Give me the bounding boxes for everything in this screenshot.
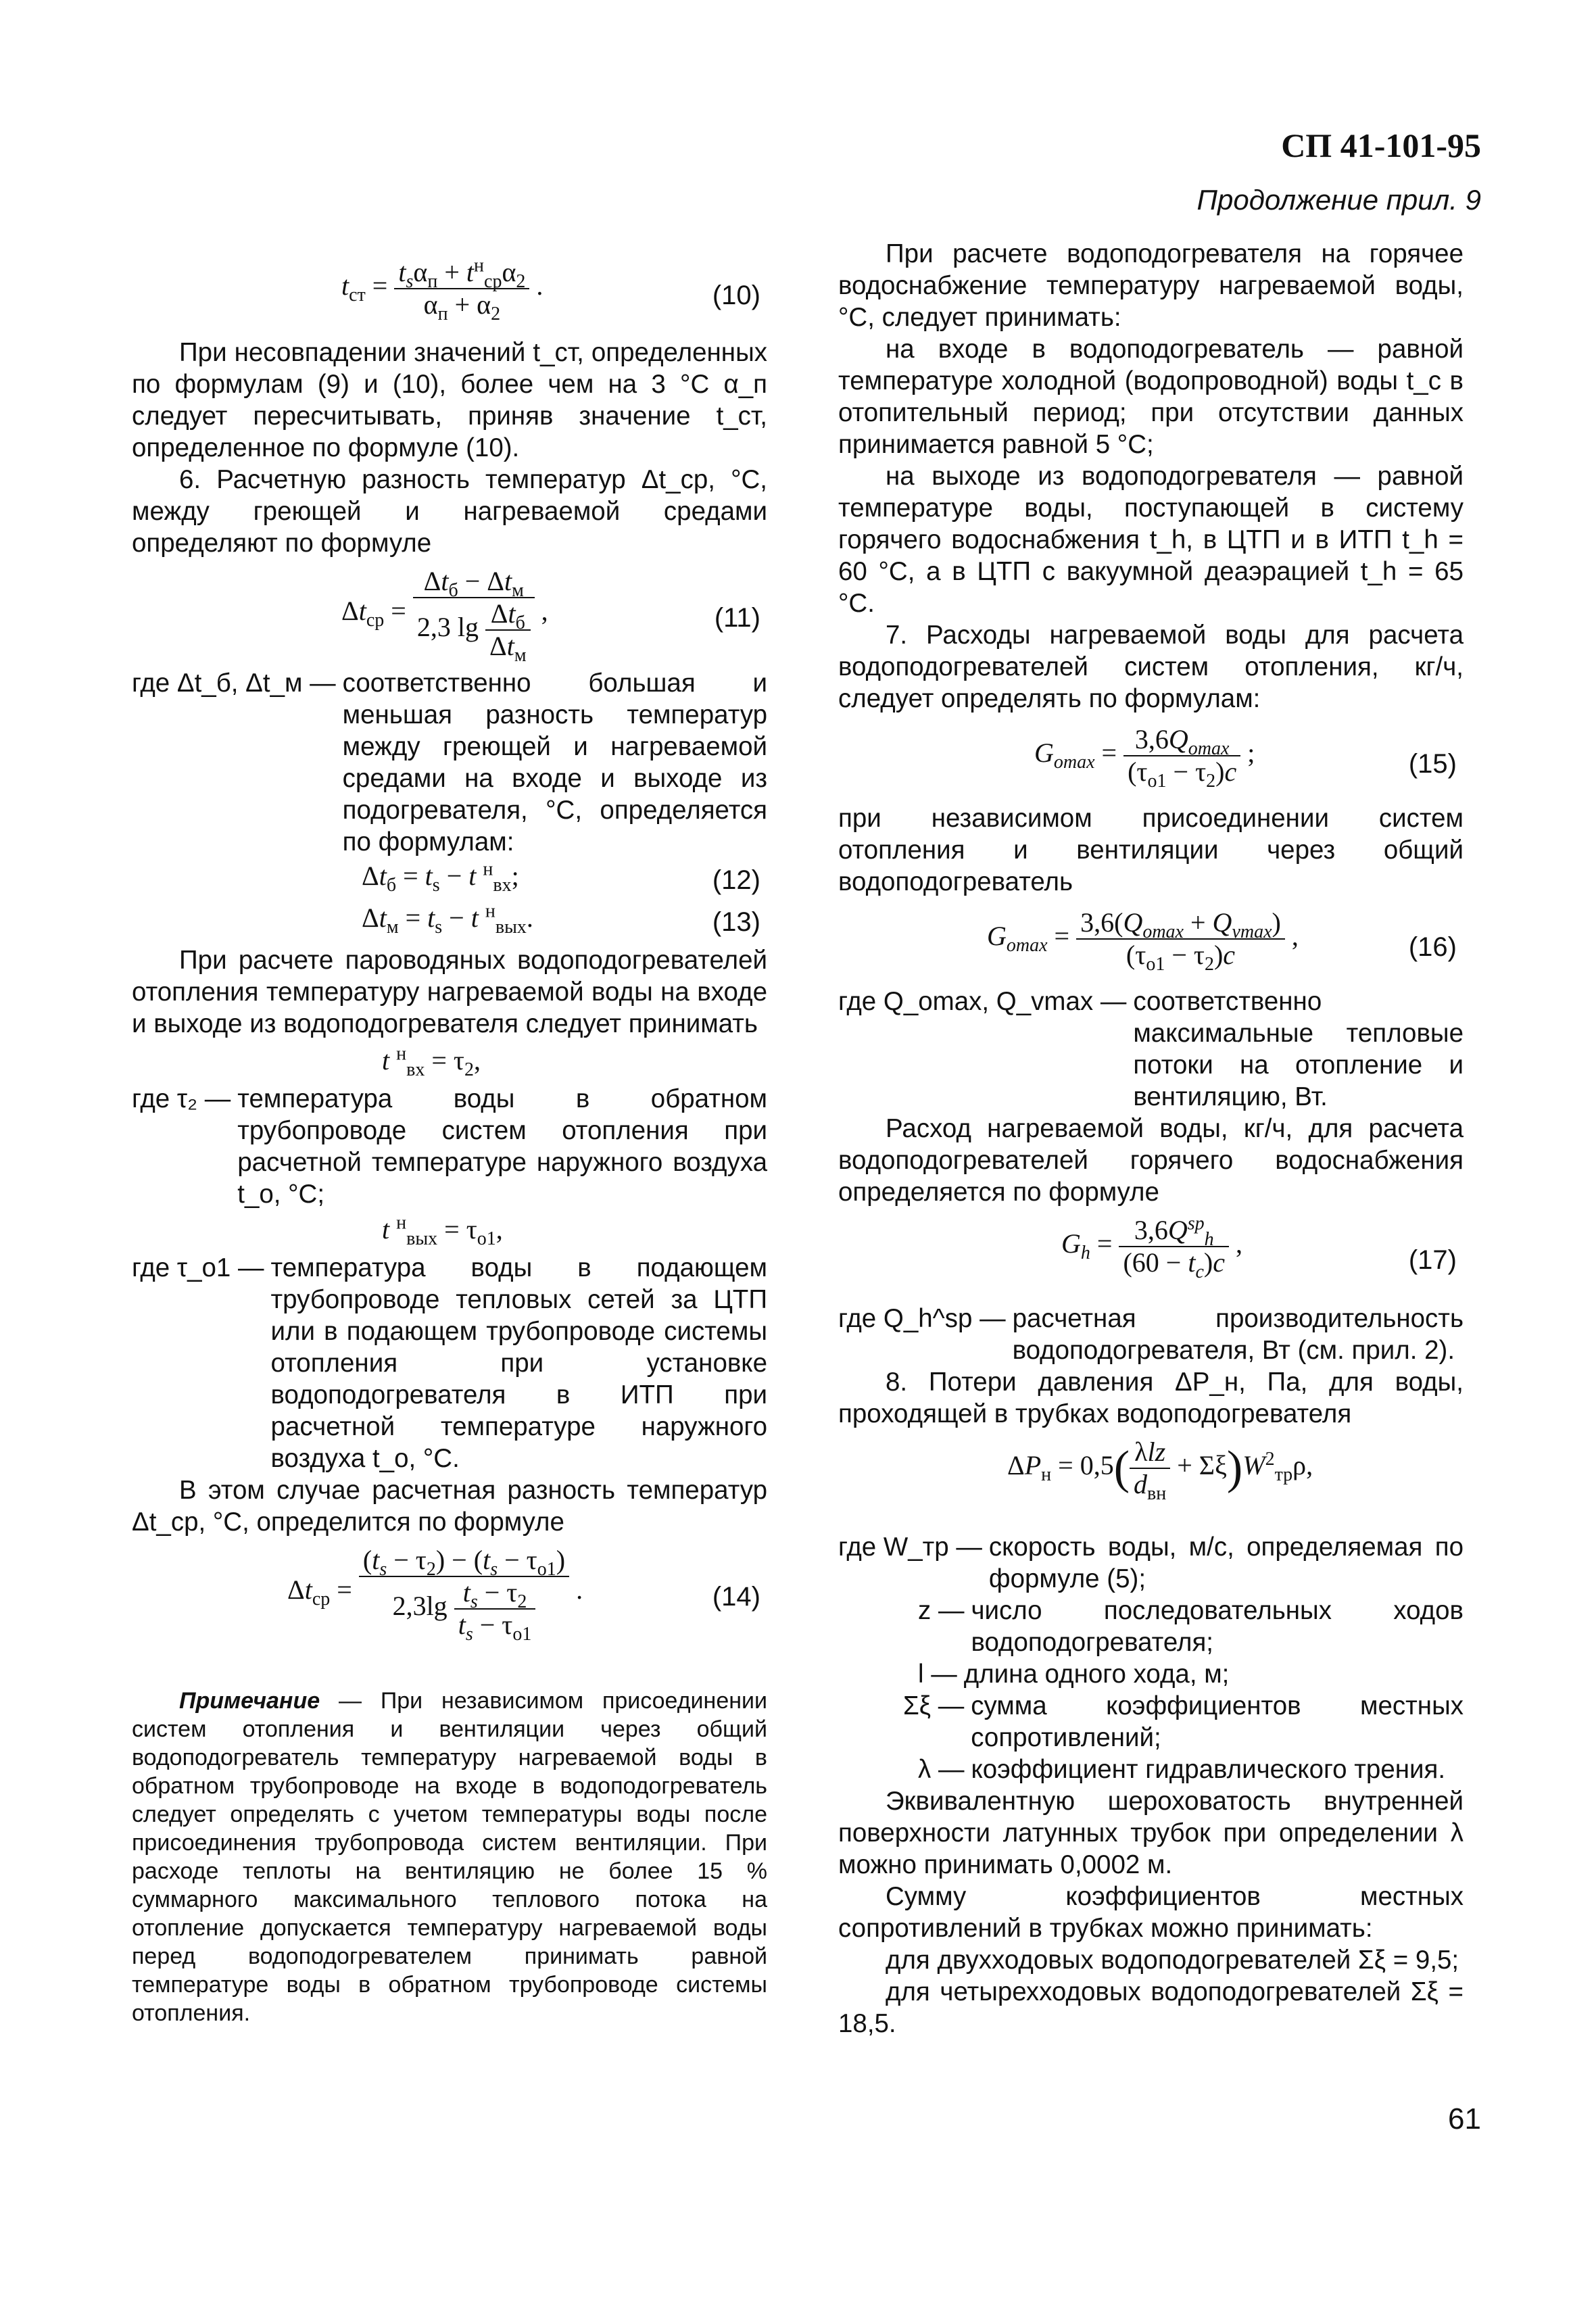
equation-number: (14) [712, 1582, 760, 1612]
formula-16: $G_{omax}$ = $\frac{3,6(Q_{omax} + Q_{vmax})}{(\tau_{о1} - \tau_2)c}$ , (16) [987, 907, 1457, 975]
formula-14: $\Delta t_{ср}$ = $(t_s - \tau_2) - (t_s - \tau_{о1})$ 2,3lg $\frac{t_s - \tau_2}{t_s - \tau_{о1}}$ . (14) [287, 1545, 760, 1645]
standard-code: СП 41-101-95 [1281, 126, 1481, 164]
equation-number: (17) [1408, 1245, 1457, 1275]
paragraph-independent: при независимом присоединении систем отопления и вентиляции через общий водоподогреватель [838, 804, 1464, 896]
definition-z: z — число последовательных ходов водоподогревателя; [918, 1596, 1464, 1657]
definition-tau2: где τ₂ — температура воды в обратном трубопроводе систем отопления при расчетной температуре наружного воздуха t_о, °С; [132, 1084, 767, 1209]
formula-11: $\Delta t_{ср}$ = $\Delta t_б - \Delta t_м$ 2,3 lg $\frac{\Delta t_б}{\Delta t_м}$ , (11) [341, 566, 760, 666]
left-column [132, 257, 767, 2027]
continuation-note: Продолжение прил. 9 [1196, 184, 1481, 216]
equation-number: (13) [712, 907, 760, 937]
note-label: Примечание [179, 1688, 320, 1714]
paragraph-7: 7. Расходы нагреваемой воды для расчета водоподогревателей систем отопления, кг/ч, следует определять по формулам: [838, 621, 1464, 713]
paragraph-outlet: на выходе из водоподогревателя — равной температуре воды, поступающей в систему горячего водоснабжения t_h, в ЦТП и в ИТП t_h = 60 °С, а в ЦТП с вакуумной деаэрацией t_h = 65 °С. [838, 462, 1464, 618]
equation-number: (10) [712, 281, 760, 310]
formula-13: $\Delta t_м = t_s - t$ $^н_{вых}$. (13) [362, 900, 760, 938]
paragraph-case: В этом случае расчетная разность температур Δt_ср, °С, определится по формуле [132, 1476, 767, 1537]
formula-12: $\Delta t_б = t_s - t$ $^н_{вх}$; (12) [362, 859, 760, 896]
definition-w: где W_тр — скорость воды, м/с, определяемая по формуле (5); [838, 1533, 1464, 1593]
right-column [838, 238, 1464, 2040]
formula-t-in: t $^н_{вх} = \tau_2$, [382, 1043, 481, 1080]
formula-15: $G_{omax}$ = $\frac{3,6Q_{omax}}{(\tau_{о1} - \tau_2)c}$ ; (15) [1034, 724, 1457, 792]
note [132, 1687, 767, 2027]
paragraph-sum: Сумму коэффициентов местных сопротивлений в трубках можно принимать: [838, 1882, 1464, 1943]
formula-t-out: t $^н_{вых} = \tau_{о1}$, [382, 1212, 503, 1249]
paragraph-four-pass: для четырехходовых водоподогревателей Σξ = 18,5. [838, 1977, 1464, 2038]
formula-pressure-loss: $\Delta P_н = 0,5$( $\frac{\text{λlz}}{d_{вн}}$ + $\Sigma\xi)W^2_{тр}\rho$, [1007, 1437, 1313, 1504]
definition-tau01: где τ_о1 — температура воды в подающем трубопроводе тепловых сетей за ЦТП или в подающем трубопроводе системы отопления при установке водоподогревателя в ИТП при расчетной температуре наружного воздуха t_о, °С. [132, 1253, 767, 1473]
note-text: — При независимом присоединении систем отопления и вентиляции через общий водоподогреватель температуру нагреваемой воды в обратном трубопроводе на входе в водоподогреватель следует определять с учетом температуры воды после присоединения трубопровода систем вентиляции. При расходе теплоты на вентиляцию не более 15 % суммарного максимального теплового потока на отопление допускается температуру нагреваемой воды перед водоподогревателем принимать равной температуре воды в обратном трубопроводе системы отопления. [132, 1688, 767, 2026]
paragraph-mismatch: При несовпадении значений t_ст, определенных по формулам (9) и (10), более чем на 3 °С α_п следует пересчитывать, приняв значение t_ст, определенное по формуле (10). [132, 338, 767, 462]
paragraph-6: 6. Расчетную разность температур Δt_ср, °С, между греющей и нагреваемой средами определяют по формуле [132, 465, 767, 558]
definition-q-max: где Q_omax, Q_vmax — соответственно максимальные тепловые потоки на отопление и вентиляцию, Вт. [838, 987, 1464, 1111]
paragraph-roughness: Эквивалентную шероховатость внутренней поверхности латунных трубок при определении λ можно принимать 0,0002 м. [838, 1787, 1464, 1879]
definition-delta-t: где Δt_б, Δt_м — соответственно большая и меньшая разность температур между греющей и нагреваемой средами на входе и выходе из подогревателя, °С, определяется по формулам: [132, 669, 767, 857]
equation-number: (15) [1408, 749, 1457, 779]
formula-17: $G_h$ = $\frac{3,6Q^{sp}_h}{(60 - t_c)c}$ , (17) [1061, 1213, 1457, 1282]
paragraph-hot-water: При расчете водоподогревателя на горячее водоснабжение температуру нагреваемой воды, °С, следует принимать: [838, 239, 1464, 332]
equation-number: (11) [714, 603, 760, 633]
paragraph-steam: При расчете пароводяных водоподогревателей отопления температуру нагреваемой воды на входе и выходе из водоподогревателя следует принимать [132, 946, 767, 1038]
definition-lambda: λ — коэффициент гидравлического трения. [918, 1755, 1446, 1784]
paragraph-two-pass: для двухходовых водоподогревателей Σξ = 9,5; [886, 1946, 1459, 1975]
paragraph-8: 8. Потери давления ΔP_н, Па, для воды, проходящей в трубках водоподогревателя [838, 1368, 1464, 1428]
definition-l: l — длина одного хода, м; [918, 1660, 1230, 1689]
formula-10: $t_{ст}$ = $\frac{t_s\alpha_п + t^н_{ср}\alpha_2}{\alpha_п + \alpha_2}$ . (10) [341, 255, 760, 324]
equation-number: (16) [1408, 932, 1457, 962]
paragraph-flow: Расход нагреваемой воды, кг/ч, для расчета водоподогревателей горячего водоснабжения определяется по формуле [838, 1114, 1464, 1207]
page-number: 61 [1448, 2102, 1481, 2136]
definition-xi: Σξ — сумма коэффициентов местных сопротивлений; [903, 1691, 1464, 1752]
definition-q-sp: где Q_h^sp — расчетная производительность водоподогревателя, Вт (см. прил. 2). [838, 1304, 1464, 1365]
paragraph-inlet: на входе в водоподогреватель — равной температуре холодной (водопроводной) воды t_c в отопительный период; при отсутствии данных принимается равной 5 °С; [838, 335, 1464, 459]
equation-number: (12) [712, 865, 760, 895]
